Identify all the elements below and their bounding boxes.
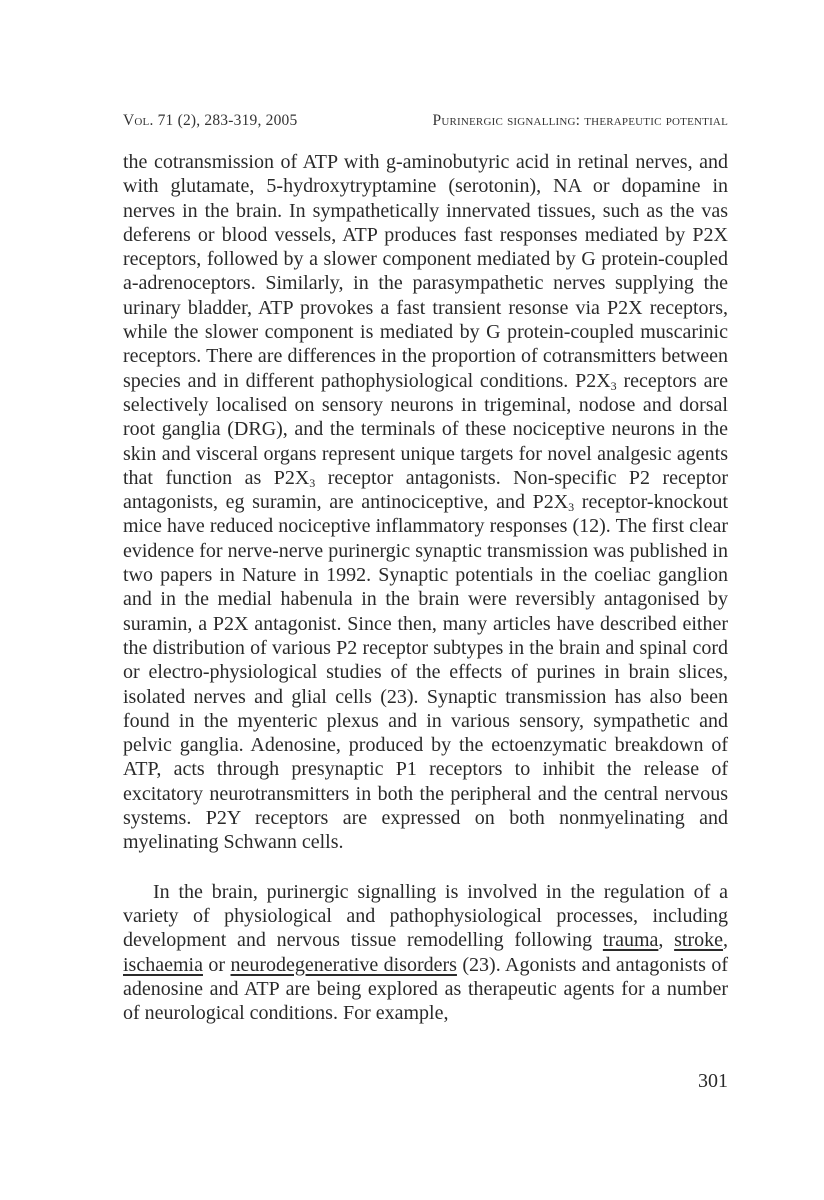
link-trauma[interactable]: trauma [602,929,659,952]
text-run: the cotransmission of ATP with g-aminobutyric acid in retinal nerves, and with glutamate, 5-hydroxytryptamine (serotonin), NA or dopamine in nerves in the brain. In sympathetically innervated tissues, such as the vas deferens or blood vessels, ATP produces fast responses mediated by P2X receptors, followed by a slower component mediated by G protein-coupled a-adrenoceptors. Similarly, in the parasympathetic nerves supplying the urinary bladder, ATP provokes a fast transient resonse via P2X receptors, while the slower component is mediated by G protein-coupled muscarinic receptors. There are differences in the proportion of cotransmitters between species and in different pathophysiological conditions. P2X [123,151,728,392]
link-neurodegenerative-disorders[interactable]: neurodegenerative disorders [230,953,457,976]
running-header [123,112,728,134]
page-number: 301 [698,1070,728,1092]
header-journal-citation: Vol. 71 (2), 283-319, 2005 [123,112,298,129]
paragraph-2 [123,880,728,1026]
link-stroke[interactable]: stroke [674,929,724,952]
link-ischaemia[interactable]: ischaemia [123,953,203,976]
text-run: In the brain, purinergic signalling is involved in the regulation of a variety of physiological and pathophysiological processes, including development and nervous tissue remodelling following [123,880,728,952]
article-body [123,150,728,1025]
subscript: 3 [610,378,617,393]
text-run: receptor antagonists. Non-specific P2 receptor antagonists, eg suramin, are antinociceptive, and P2X [123,466,728,514]
text-run: (23). Agonists and antagonists of adenosine and ATP are being explored as therapeutic agents for a number of neurological conditions. For example, [123,953,728,1025]
subscript: 3 [568,500,575,515]
paragraph-1 [123,150,728,855]
header-article-title: Purinergic signalling: therapeutic potential [432,112,728,129]
text-run: , [723,929,729,952]
text-run: receptors are selectively localised on sensory neurons in trigeminal, nodose and dorsal root ganglia (DRG), and the terminals of these nociceptive neurons in the skin and visceral organs represent unique targets for novel analgesic agents that function as P2X [123,369,728,489]
text-run: , [658,929,675,952]
subscript: 3 [309,475,316,490]
text-run: or [202,953,231,976]
text-run: receptor-knockout mice have reduced nociceptive inflammatory responses (12). The first clear evidence for nerve-nerve purinergic synaptic transmission was published in two papers in Nature in 1992. Synaptic potentials in the coeliac ganglion and in the medial habenula in the brain were reversibly antagonised by suramin, a P2X antagonist. Since then, many articles have described either the distribution of various P2 receptor subtypes in the brain and spinal cord or electro-physiological studies of the effects of purines in brain slices, isolated nerves and glial cells (23). Synaptic transmission has also been found in the myenteric plexus and in various sensory, sympathetic and pelvic ganglia. Adenosine, produced by the ectoenzymatic breakdown of ATP, acts through presynaptic P1 receptors to inhibit the release of excitatory neurotransmitters in both the peripheral and the central nervous systems. P2Y receptors are expressed on both nonmyelinating and myelinating Schwann cells. [123,491,729,854]
